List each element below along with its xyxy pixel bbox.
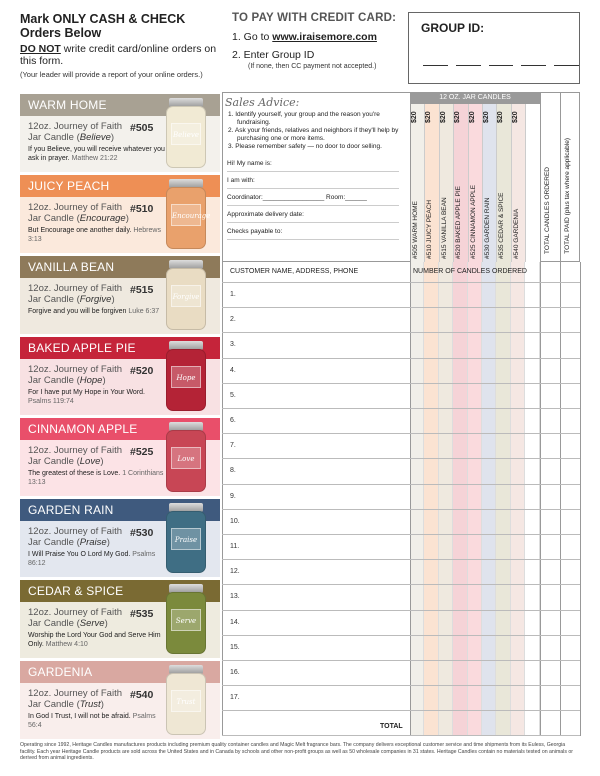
product-word: Encourage: [79, 212, 126, 224]
table-row[interactable]: [222, 307, 580, 308]
product-number: #540: [130, 689, 154, 701]
candle-price: $20: [497, 111, 505, 123]
product-body: [20, 602, 220, 658]
product-name: 12oz. Journey of Faith Jar Candle (Believe): [28, 121, 122, 143]
cc-step-2-note: (If none, then CC payment not accepted.): [248, 63, 377, 70]
product-verse: Worship the Lord Your God and Serve Him Only. Matthew 4:10: [28, 632, 161, 648]
table-row[interactable]: [222, 332, 580, 333]
product-word: Forgive: [79, 293, 112, 305]
row-number: 5.: [230, 391, 236, 399]
row-number: 2.: [230, 316, 236, 324]
product-number: #520: [130, 365, 154, 377]
row-number: 16.: [230, 669, 240, 676]
website-link[interactable]: www.iraisemore.com: [272, 31, 377, 43]
product-name: 12oz. Journey of Faith Jar Candle (Love): [28, 445, 122, 467]
table-row[interactable]: [222, 610, 580, 611]
leader-note: (Your leader will provide a report of your online orders.): [20, 70, 203, 79]
product-title: GARDENIA: [20, 661, 220, 683]
row-number: 7.: [230, 442, 236, 450]
candle-column: [440, 93, 454, 263]
product-name: 12oz. Journey of Faith Jar Candle (Encourage): [28, 202, 129, 224]
cc-step-1: 1. Go to www.iraisemore.com: [232, 31, 377, 43]
product-body: [20, 278, 220, 334]
table-row[interactable]: [222, 660, 580, 661]
candle-price: $20: [439, 111, 447, 123]
table-bottom: [222, 735, 580, 736]
jar-label: Love: [171, 447, 201, 469]
coordinator-field[interactable]: Coordinator:_________________ Room:______: [227, 189, 399, 206]
candle-jar-image: [166, 179, 211, 249]
table-row[interactable]: [222, 559, 580, 560]
row-number: 4.: [230, 366, 236, 374]
total-ordered-label: TOTAL CANDLES ORDERED: [544, 167, 551, 254]
product-word: Trust: [79, 698, 101, 710]
product-word: Hope: [79, 374, 103, 386]
candle-column-name: #505 WARM HOME: [412, 201, 419, 259]
product-number: #530: [130, 527, 154, 539]
row-number: 11.: [230, 543, 240, 550]
product-verse: If you Believe, you will receive whatever you ask in prayer. Matthew 21:22: [28, 146, 165, 162]
my-name-field[interactable]: Hi! My name is:: [227, 155, 399, 172]
total-paid-label: TOTAL PAID (plus tax where applicable): [564, 138, 571, 254]
table-row[interactable]: [222, 509, 580, 510]
table-row[interactable]: [222, 358, 580, 359]
table-row[interactable]: [222, 383, 580, 384]
product-name: 12oz. Journey of Faith Jar Candle (Forgive): [28, 283, 122, 305]
row-number: 14.: [230, 618, 240, 626]
candle-jar-image: [166, 584, 206, 654]
product-title: WARM HOME: [20, 94, 220, 116]
group-id-box[interactable]: [408, 12, 580, 84]
product-name: 12oz. Journey of Faith Jar Candle (Praise): [28, 526, 122, 548]
total-paid-column: [560, 92, 580, 262]
candle-jar-image: [166, 422, 206, 492]
table-row[interactable]: [222, 484, 580, 485]
product-body: [20, 197, 220, 253]
group-id-label: GROUP ID:: [421, 21, 485, 35]
table-row[interactable]: [222, 458, 580, 459]
product-title: GARDEN RAIN: [20, 499, 220, 521]
candle-column-name: #525 CINNAMON APPLE: [469, 184, 477, 259]
grid-line: [580, 262, 581, 736]
product-body: [20, 683, 220, 739]
candle-jar-image: [166, 341, 206, 411]
product-card: [20, 256, 220, 334]
total-row: [222, 710, 580, 711]
product-title: JUICY PEACH: [20, 175, 220, 197]
table-row[interactable]: [222, 408, 580, 409]
product-number: #535: [130, 608, 154, 620]
delivery-date-field[interactable]: Approximate delivery date:: [227, 206, 399, 223]
candle-column-name: #540 GARDENIA: [512, 208, 520, 259]
product-verse: In God I Trust, I will not be afraid. Psalms 56:4: [28, 713, 156, 729]
i-am-with-field[interactable]: I am with:: [227, 172, 399, 189]
candle-column-name: #535 CEDAR & SPICE: [498, 192, 506, 259]
row-number: 10.: [230, 517, 240, 525]
table-row[interactable]: [222, 534, 580, 535]
product-card: [20, 337, 220, 415]
candle-column-name: #520 BAKED APPLE PIE: [455, 186, 463, 259]
sales-advice-title: Sales Advice:: [225, 96, 300, 109]
advice-item: 3. Please remember safety — no door to door selling.: [228, 143, 382, 150]
row-number: 13.: [230, 593, 240, 601]
candle-column: [483, 93, 497, 263]
table-row[interactable]: [222, 685, 580, 686]
product-card: [20, 94, 220, 172]
customer-header: CUSTOMER NAME, ADDRESS, PHONE: [230, 268, 359, 275]
table-row[interactable]: [222, 584, 580, 585]
sales-advice: [222, 92, 410, 262]
candle-price: [526, 105, 540, 129]
jar-label: Believe: [171, 123, 201, 145]
product-verse: But Encourage one another daily. Hebrews 3:13: [28, 227, 161, 243]
jar-candles-header: 12 OZ. JAR CANDLES: [410, 92, 540, 104]
candle-column: [526, 93, 540, 263]
product-body: [20, 116, 220, 172]
product-title: BAKED APPLE PIE: [20, 337, 220, 359]
jar-label: Serve: [171, 609, 201, 631]
product-number: #515: [130, 284, 154, 296]
jar-label: Encourage: [171, 204, 201, 226]
candle-jar-image: [166, 665, 206, 735]
candle-jar-image: [166, 260, 206, 330]
candle-column: [469, 93, 483, 263]
row-number: 17.: [230, 694, 240, 702]
candle-price: $20: [454, 111, 462, 123]
jar-label: Praise: [171, 528, 201, 550]
advice-list: [227, 111, 410, 151]
row-number: 15.: [230, 643, 240, 651]
candle-price: $20: [511, 111, 519, 123]
candle-price: $20: [425, 111, 433, 123]
do-not-note: DO NOT write credit card/online orders on this form.: [20, 43, 217, 67]
product-verse: Forgive and you will be forgiven Luke 6:37: [28, 308, 160, 315]
product-body: [20, 359, 220, 415]
row-number: 3.: [230, 341, 236, 349]
footer-text: Operating since 1992, Heritage Candles manufactures products including premium quality container candles and Magic Melt fragrance bars. The company delivers exceptional customer service and time shipments from its Euless, Georgia facility. Each year Heritage Candle products are sold across the United States and in Canada by schools and other non-profit groups as well as 50 wholesale companies in 31 states. Heritage Candles contain no materials tested on animals or derived from animal ingredients.: [20, 742, 573, 761]
candle-column-name: #530 GARDEN RAIN: [484, 197, 491, 259]
candle-column-name: #515 VANILLA BEAN: [440, 197, 448, 259]
product-word: Believe: [79, 131, 111, 143]
candle-column: [512, 93, 526, 263]
candle-price: $20: [411, 111, 418, 123]
cc-step-2: 2. Enter Group ID: [232, 49, 315, 61]
table-row[interactable]: [222, 635, 580, 636]
product-card: [20, 661, 220, 739]
candle-jar-image: [166, 503, 206, 573]
candle-column: [425, 93, 439, 263]
product-card: [20, 499, 220, 577]
row-number: 12.: [230, 568, 240, 576]
candle-column: [454, 93, 468, 263]
total-label: TOTAL: [380, 723, 403, 730]
candle-jar-image: [166, 98, 206, 168]
candle-price: $20: [468, 111, 476, 123]
jar-label: Hope: [171, 366, 201, 388]
count-header: NUMBER OF CANDLES ORDERED: [413, 268, 527, 275]
product-number: #525: [130, 446, 154, 458]
product-name: 12oz. Journey of Faith Jar Candle (Hope): [28, 364, 122, 386]
cash-check-instructions: [20, 12, 220, 79]
product-verse: I Will Praise You O Lord My God. Psalms 86:12: [28, 551, 156, 567]
product-card: [20, 175, 220, 253]
product-title: CEDAR & SPICE: [20, 580, 220, 602]
row-number: 8.: [230, 467, 236, 475]
product-title: VANILLA BEAN: [20, 256, 220, 278]
product-word: Serve: [79, 617, 105, 629]
product-card: [20, 418, 220, 496]
product-word: Praise: [79, 536, 107, 548]
product-body: [20, 440, 220, 496]
candle-price: $20: [483, 111, 490, 123]
product-verse: For I have put My Hope in Your Word. Psalms 119:74: [28, 389, 145, 405]
row-number: 6.: [230, 417, 236, 424]
product-number: #510: [130, 203, 154, 215]
candle-column: [411, 93, 425, 263]
advice-item: 2. Ask your friends, relatives and neighbors if they'll help by purchasing one or more items.: [228, 127, 399, 142]
table-row[interactable]: [222, 433, 580, 434]
mark-title: Mark ONLY CASH & CHECK Orders Below: [20, 12, 186, 40]
jar-label: Forgive: [171, 285, 201, 307]
total-ordered-column: [540, 92, 560, 262]
product-verse: The greatest of these is Love. 1 Corinthians 13:13: [28, 470, 164, 486]
row-number: 9.: [230, 492, 236, 500]
candle-column-name: #510 JUICY PEACH: [426, 199, 434, 259]
product-name: 12oz. Journey of Faith Jar Candle (Serve): [28, 607, 122, 629]
jar-label: Trust: [171, 690, 201, 712]
table-row[interactable]: [222, 282, 580, 283]
order-table: [222, 262, 580, 736]
product-number: #505: [130, 122, 154, 134]
candle-column: [497, 93, 511, 263]
credit-card-instructions: [232, 12, 402, 70]
checks-payable-field[interactable]: Checks payable to:: [227, 223, 399, 240]
row-number: 1.: [230, 291, 236, 298]
advice-item: 1. Identify yourself, your group and the reason you're fundraising.: [228, 111, 380, 126]
product-body: [20, 521, 220, 577]
product-name: 12oz. Journey of Faith Jar Candle (Trust): [28, 688, 122, 710]
product-title: CINNAMON APPLE: [20, 418, 220, 440]
product-card: [20, 580, 220, 658]
product-word: Love: [79, 455, 101, 467]
group-id-blanks[interactable]: [423, 65, 579, 66]
cc-title: TO PAY WITH CREDIT CARD:: [232, 12, 397, 24]
